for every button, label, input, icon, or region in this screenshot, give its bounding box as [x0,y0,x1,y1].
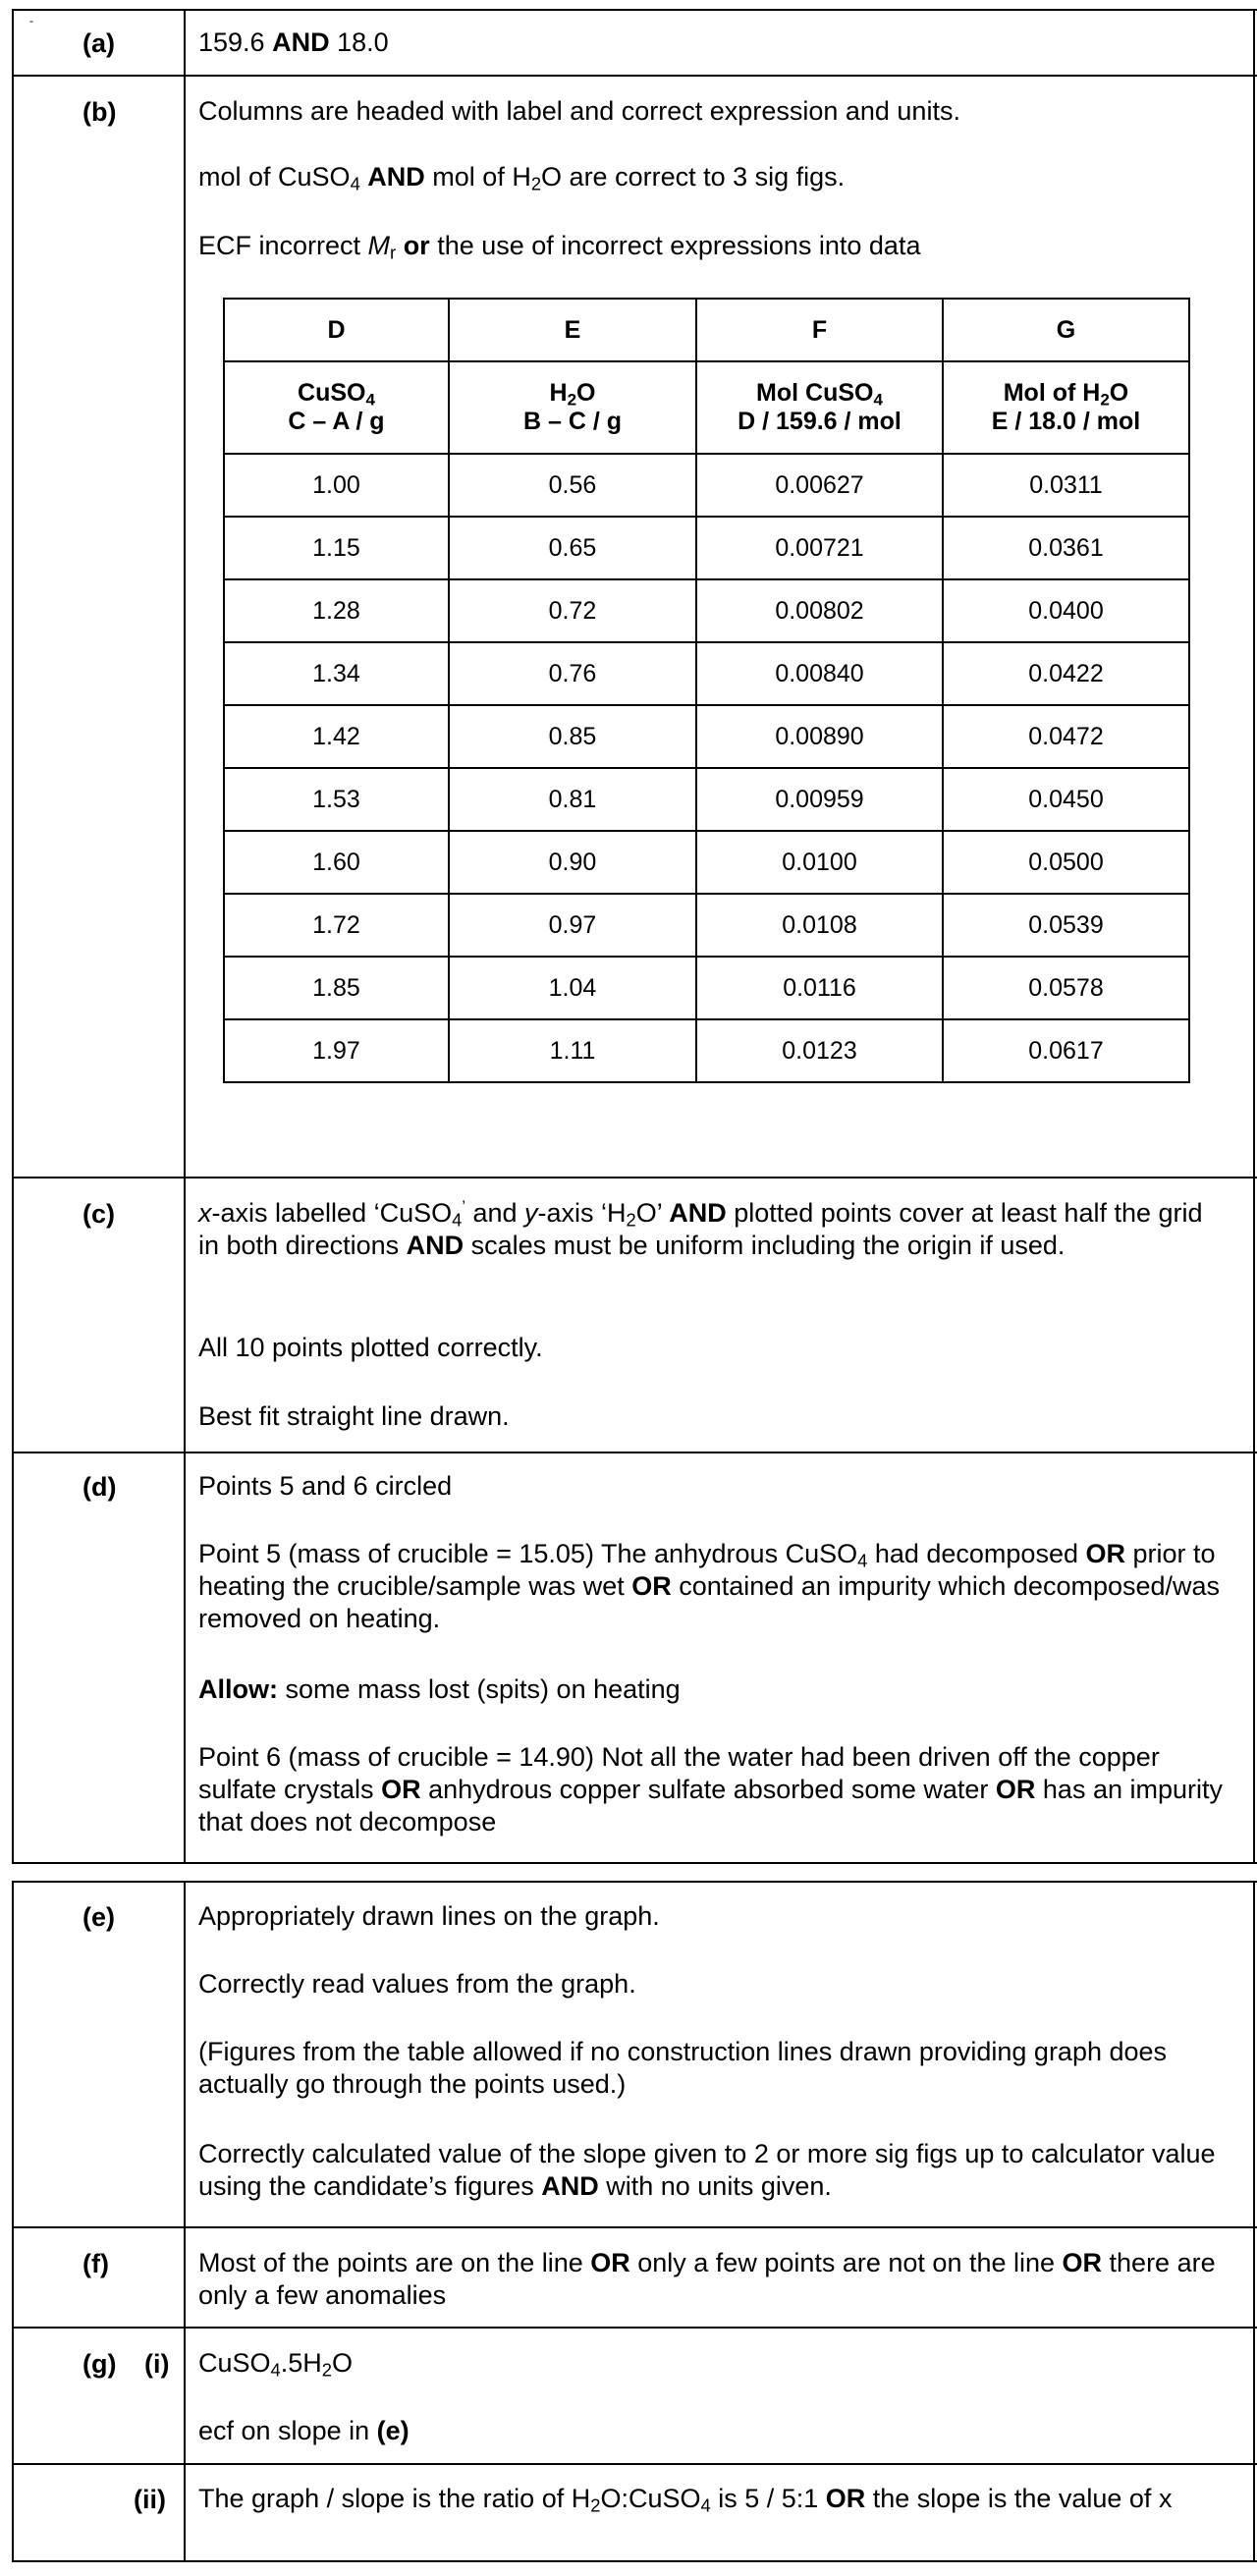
table-cell: 1.11 [449,1019,696,1082]
row-b-bottom-border [12,1177,1257,1178]
table1-bottom-border [12,1862,1257,1864]
table-cell: 0.00840 [696,642,943,705]
row-g-i-formula: $CuSO_4.5H_2O$ [198,2348,354,2381]
table-cell: 0.90 [449,831,696,894]
table-cell: 0.0123 [696,1019,943,1082]
row-c-label: (c) [82,1199,115,1229]
table-cell: 0.97 [449,894,696,957]
row-c-points: All 10 points plotted correctly. [198,1333,543,1362]
row-b-label: (b) [82,97,117,127]
table-row [224,768,1189,831]
table-cell: 0.0116 [696,957,943,1019]
row-a-bottom-border [12,75,1257,77]
row-g-label: (g) [82,2349,117,2379]
table-row [224,705,1189,768]
row-c-line: Best fit straight line drawn. [198,1401,510,1431]
table-cell: 0.0450 [943,768,1189,831]
table2-left-border [12,1881,14,2562]
table-cell: 0.56 [449,454,696,517]
table-cell: 0.00890 [696,705,943,768]
table-cell: 0.0578 [943,957,1189,1019]
table-cell: 0.0472 [943,705,1189,768]
row-b-line1: Columns are headed with label and correct expression and units. [198,96,960,126]
table-cell: 0.0361 [943,517,1189,579]
table-cell: 0.00802 [696,579,943,642]
table-cell: 0.65 [449,517,696,579]
table-cell: 1.28 [224,579,449,642]
table-row [224,642,1189,705]
table-cell: 0.00959 [696,768,943,831]
table-cell: 1.60 [224,831,449,894]
row-g-ii-label: (ii) [134,2485,166,2514]
table-cell: 0.0539 [943,894,1189,957]
table-row [224,454,1189,517]
table-cell: 0.85 [449,705,696,768]
table-cell: 1.97 [224,1019,449,1082]
col-header: Mol of $H_2O$ E / 18.0 / mol [943,361,1189,454]
table-cell: 0.00721 [696,517,943,579]
table-cell: 1.85 [224,957,449,1019]
table-cell: 1.42 [224,705,449,768]
table-cell: 0.0422 [943,642,1189,705]
table2-divider [184,1881,186,2562]
col-letter: G [943,299,1189,361]
row-e-lines: Appropriately drawn lines on the graph. [198,1901,660,1931]
table-row [224,894,1189,957]
table1-divider [184,9,186,1864]
table2-bottom-border [12,2560,1257,2562]
row-e-label: (e) [82,1902,115,1932]
table-cell: 0.0108 [696,894,943,957]
col-header: Mol CuSO$_4$ D / 159.6 / mol [696,361,943,454]
col-header: CuSO$_4$ C – A / g [224,361,449,454]
table-cell: 0.0617 [943,1019,1189,1082]
col-letter: D [224,299,449,361]
row-g-i-ecf: ecf on slope in (e) [198,2416,410,2445]
table-cell: 1.53 [224,768,449,831]
row-g-ii-answer: The graph / slope is the ratio of $H_2O:CuSO_4$ is 5 / 5:1 OR the slope is the value of x [198,2484,1173,2516]
table1-top-border [12,9,1257,11]
table-cell: 0.72 [449,579,696,642]
table-cell: 0.0400 [943,579,1189,642]
col-letter: E [449,299,696,361]
row-g-i-label: (i) [144,2349,170,2379]
data-table-letter-row [224,299,1189,361]
row-f-bottom-border [12,2327,1257,2329]
table-cell: 1.72 [224,894,449,957]
table-cell: 0.76 [449,642,696,705]
table-cell: 1.04 [449,957,696,1019]
data-table-header-row [224,361,1189,454]
row-f-label: (f) [82,2249,109,2278]
row-c-bottom-border [12,1452,1257,1453]
row-e-bottom-border [12,2226,1257,2228]
table-row [224,579,1189,642]
table-row [224,831,1189,894]
row-d-label: (d) [82,1472,117,1502]
row-e-figures: (Figures from the table allowed if no construction lines drawn providing graph does actually go through the points used.) [198,2037,1168,2099]
table-cell: 1.00 [224,454,449,517]
row-e-slope: Correctly calculated value of the slope given to 2 or more sig figs up to calculator value using the candidate’s figures AND with no units given. [198,2139,1216,2201]
row-d-circled: Points 5 and 6 circled [198,1471,453,1501]
row-d-allow: Allow: some mass lost (spits) on heating [198,1674,681,1704]
table-cell: 0.00627 [696,454,943,517]
row-b-line3: ECF incorrect $M_r$ or the use of incorrect expressions into data [198,231,921,263]
col-letter: F [696,299,943,361]
corner-mark: - [29,14,33,27]
table2-top-border [12,1881,1257,1883]
row-b-line2: mol of CuSO$_4$ AND mol of $H_2O$ are correct to 3 sig figs. [198,162,846,194]
table2-right-border [1253,1881,1255,2562]
table1-right-border [1253,9,1255,1864]
table-row [224,517,1189,579]
row-a-answer: 159.6 AND 18.0 [198,27,389,57]
data-table [223,298,1190,1083]
row-d-point6: Point 6 (mass of crucible = 14.90) Not all the water had been driven off the copper sulfate crystals OR anhydrous copper sulfate absorbed some water OR has an impurity that does not decompose [198,1742,1223,1836]
row-gi-bottom-border [12,2463,1257,2465]
row-a-label: (a) [82,28,115,58]
table-row [224,1019,1189,1082]
table-cell: 0.0100 [696,831,943,894]
table-cell: 1.15 [224,517,449,579]
table-cell: 1.34 [224,642,449,705]
row-c-criteria: x-axis labelled ‘CuSO$_4$’ and y-axis ‘$H_2O$’ AND plotted points cover at least half the grid in both directions AND scales must be uniform including the origin if used. [198,1198,1203,1260]
data-table-body [224,454,1189,1082]
table-cell: 0.81 [449,768,696,831]
row-d-point5: Point 5 (mass of crucible = 15.05) The anhydrous CuSO$_4$ had decomposed OR prior to heating the crucible/sample was wet OR contained an impurity which decomposed/was removed on heating. [198,1539,1221,1633]
row-f-answer: Most of the points are on the line OR only a few points are not on the line OR there are only a few anomalies [198,2248,1216,2310]
table1-left-border [12,9,14,1864]
col-header: $H_2O$ B – C / g [449,361,696,454]
table-cell: 0.0500 [943,831,1189,894]
row-e-values: Correctly read values from the graph. [198,1969,636,1999]
table-cell: 0.0311 [943,454,1189,517]
table-row [224,957,1189,1019]
